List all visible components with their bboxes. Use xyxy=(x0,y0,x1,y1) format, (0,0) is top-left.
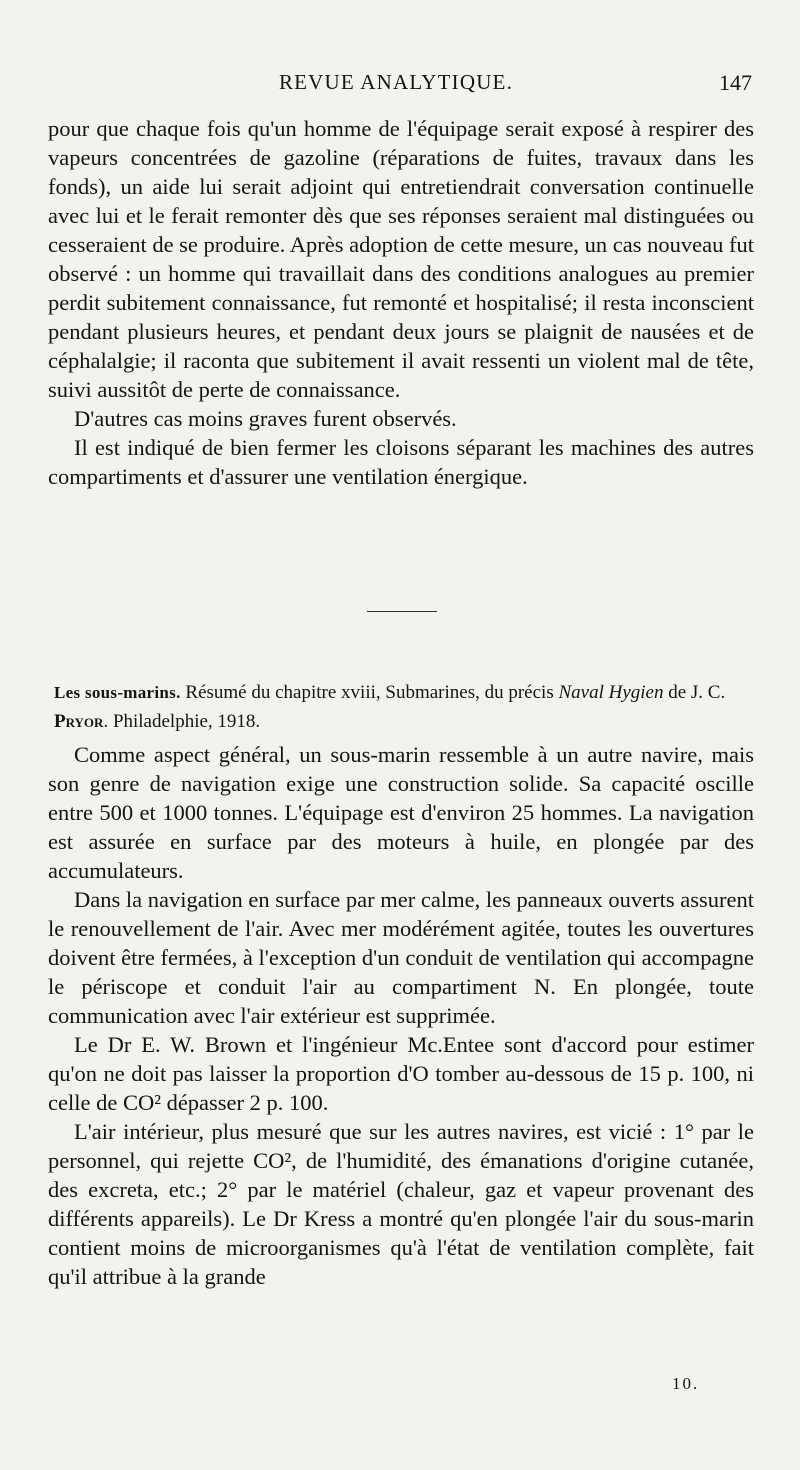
running-title: REVUE ANALYTIQUE. xyxy=(278,70,514,94)
reference-text: . Philadelphie, 1918. xyxy=(103,711,261,732)
reference-text: Résumé du chapitre xviii, Submarines, du précis xyxy=(180,682,559,703)
paragraph: D'autres cas moins graves furent observés. xyxy=(74,406,457,431)
reference-text: de J. C. xyxy=(663,682,726,703)
page-header xyxy=(40,70,752,104)
signature-mark: 10. xyxy=(672,1374,700,1393)
paragraph: Comme aspect général, un sous-marin ressemble à un autre navire, mais son genre de navigation exige une construction solide. Sa capacité oscille entre 500 et 1000 tonnes. L'équipage est d'environ 25 hommes. La navigation est assurée en surface par des moteurs à huile, en plongée par des accumulateurs. xyxy=(48,742,754,883)
article-reference xyxy=(54,678,754,736)
page-number: 147 xyxy=(719,70,752,95)
paragraph: pour que chaque fois qu'un homme de l'équipage serait exposé à respirer des vapeurs concentrées de gazoline (réparations de fuites, travaux dans les fonds), un aide lui serait adjoint qui entretiendrait conversation continuelle avec lui et le ferait remonter dès que ses réponses seraient mal distinguées ou cesseraient de se produire. Après adoption de cette mesure, un cas nouveau fut observé : un homme qui travaillait dans des conditions analogues au premier perdit subitement connaissance, fut remonté et hospitalisé; il resta inconscient pendant plusieurs heures, et pendant deux jours se plaignit de nausées et de céphalalgie; il raconta que subitement il avait ressenti un violent mal de tête, suivi aussitôt de perte de connaissance. xyxy=(48,116,754,402)
section2-body xyxy=(48,740,754,1291)
reference-author: Pryor xyxy=(54,711,104,732)
reference-title: Les sous-marins. xyxy=(54,683,181,702)
paragraph: Dans la navigation en surface par mer calme, les panneaux ouverts assurent le renouvellement de l'air. Avec mer modérément agitée, toutes les ouvertures doivent être fermées, à l'exception d'un conduit de ventilation qui accompagne le périscope et conduit l'air au compartiment N. En plongée, toute communication avec l'air extérieur est supprimée. xyxy=(48,887,754,1028)
section1-body xyxy=(48,114,754,491)
section-divider xyxy=(367,611,437,612)
reference-journal: Naval Hygien xyxy=(558,682,664,703)
paragraph: L'air intérieur, plus mesuré que sur les autres navires, est vicié : 1° par le personnel, qui rejette CO², de l'humidité, des émanations d'origine cutanée, des excreta, etc.; 2° par le matériel (chaleur, gaz et vapeur provenant des différents appareils). Le Dr Kress a montré qu'en plongée l'air du sous-marin contient moins de microorganismes qu'à l'état de ventilation complète, fait qu'il attribue à la grande xyxy=(48,1119,754,1289)
paragraph: Le Dr E. W. Brown et l'ingénieur Mc.Entee sont d'accord pour estimer qu'on ne doit pas laisser la proportion d'O tomber au-dessous de 15 p. 100, ni celle de CO² dépasser 2 p. 100. xyxy=(48,1032,754,1115)
paragraph: Il est indiqué de bien fermer les cloisons séparant les machines des autres compartiments et d'assurer une ventilation énergique. xyxy=(48,435,754,489)
